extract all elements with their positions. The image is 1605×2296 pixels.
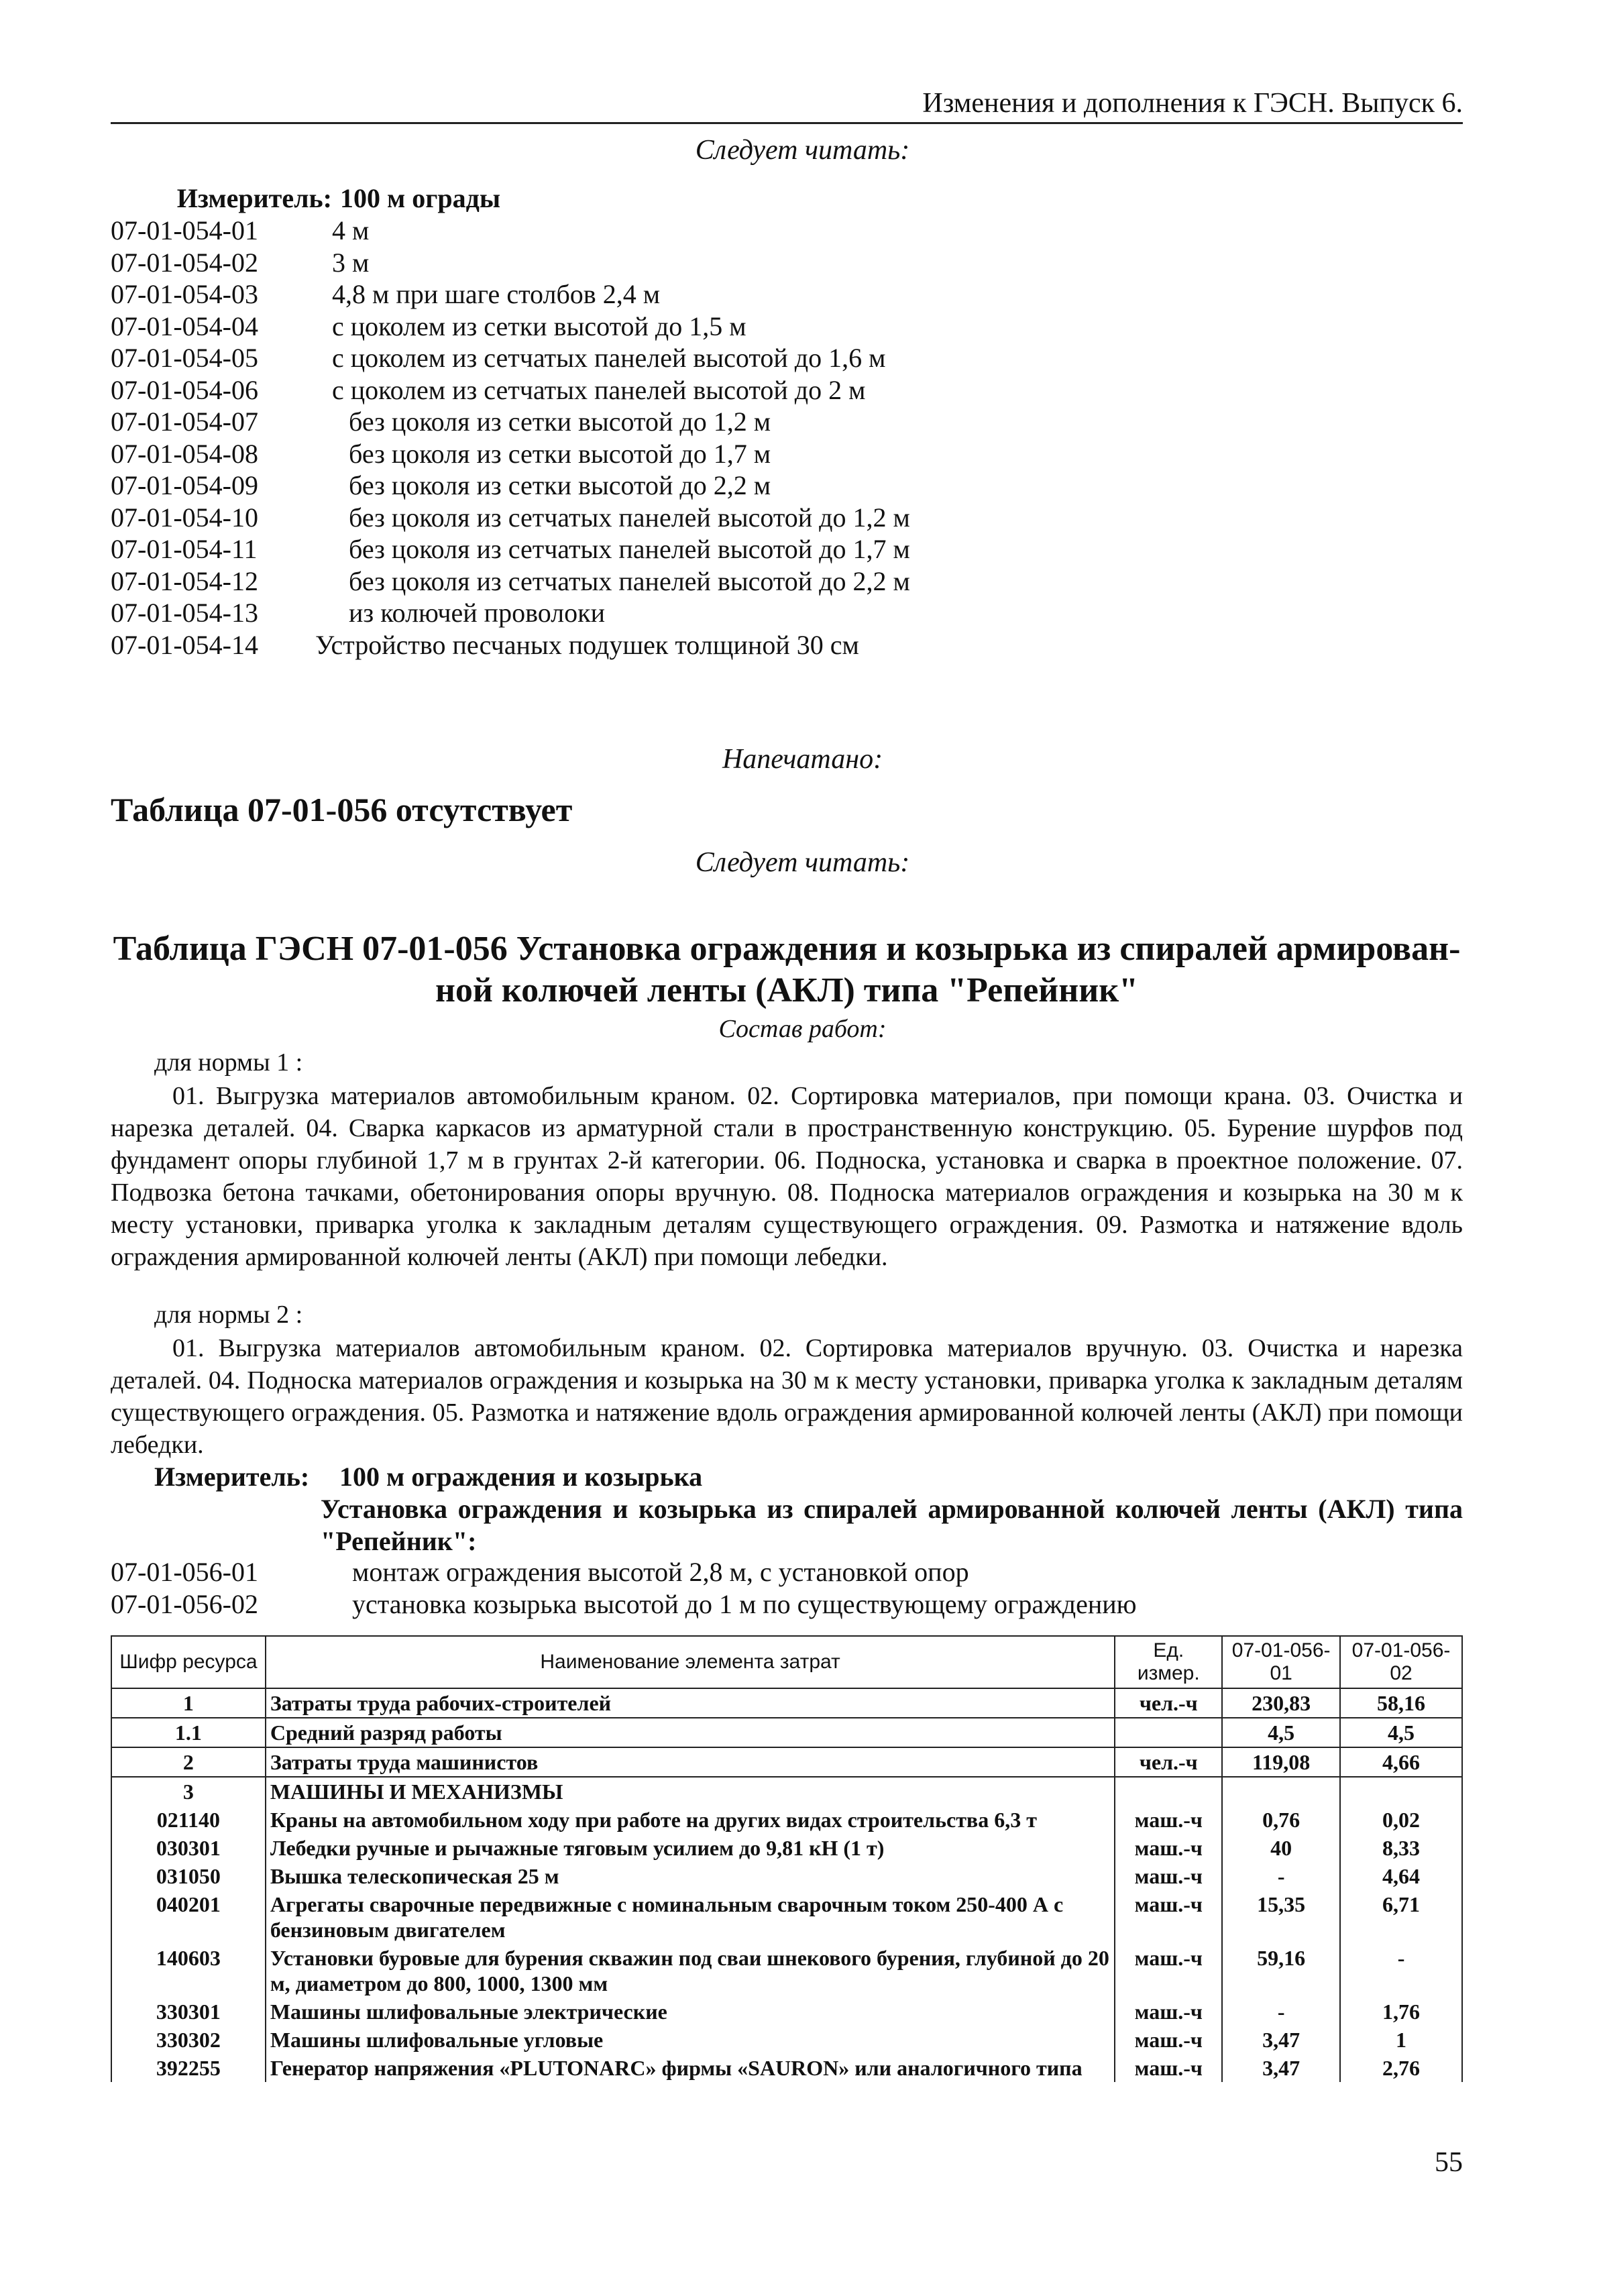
row-desc: без цоколя из сетки высотой до 2,2 м (349, 470, 771, 500)
page-header: Изменения и дополнения к ГЭСН. Выпуск 6. (111, 87, 1463, 124)
table-row (111, 2054, 1462, 2082)
header-name: Наименование элемента затрат (266, 1636, 1115, 1688)
norm-desc: установка козырька высотой до 1 м по существующему ограждению (352, 1589, 1137, 1619)
row-desc: без цоколя из сетчатых панелей высотой до 1,2 м (349, 502, 910, 533)
cell-name: Лебедки ручные и рычажные тяговым усилием до 9,81 кН (1 т) (266, 1834, 1115, 1862)
measure2-value: 100 м ограждения и козырька (339, 1462, 703, 1492)
cell-value-1: 4,5 (1222, 1718, 1340, 1747)
row-code: 07-01-054-13 (111, 598, 258, 628)
row-desc: с цоколем из сетчатых панелей высотой до 2 м (332, 374, 866, 405)
row-desc: без цоколя из сетки высотой до 1,7 м (349, 438, 771, 469)
row-code: 07-01-054-10 (111, 502, 258, 533)
norm-row (111, 1556, 969, 1588)
cell-unit: маш.-ч (1115, 2026, 1222, 2054)
row-code: 07-01-054-12 (111, 565, 258, 596)
resources-table (111, 1635, 1463, 2082)
cell-name: Установки буровые для бурения скважин под сваи шнекового бурения, глубиной до 20 м, диаметром до 800, 1000, 1300 мм (266, 1944, 1115, 1998)
norm1-text: 01. Выгрузка материалов автомобильным краном. 02. Сортировка материалов, при помощи крана. 03. Очистка и нарезка деталей. 04. Сварка каркасов из арматурной стали в пространственную конструкцию. 05. Бурение шурфов под фундамент опоры глубиной 1,7 м в грунтах 2-й категории. 06. Подноска, установка и сварка в проектное положение. 07. Подвозка бетона тачками, обетонирования опоры вручную. 08. Подноска материалов ограждения и козырька на 30 м к месту установки, приварка уголка к закладным деталям существующего ограждения. 09. Размотка и натяжение вдоль ограждения армированной колючей ленты (АКЛ) при помощи лебедки. (111, 1082, 1463, 1271)
cell-code: 3 (111, 1777, 266, 1806)
cell-value-1: - (1222, 1998, 1340, 2026)
table-row (111, 1890, 1462, 1944)
header-code: Шифр ресурса (111, 1636, 266, 1688)
cell-unit: маш.-ч (1115, 1998, 1222, 2026)
cell-value-1: 0,76 (1222, 1806, 1340, 1834)
cell-code: 2 (111, 1747, 266, 1777)
row-desc: без цоколя из сетки высотой до 1,2 м (349, 406, 771, 437)
read-as-label-2: Следует читать: (695, 847, 910, 878)
row-code: 07-01-054-07 (111, 406, 258, 437)
header-unit: Ед. измер. (1115, 1636, 1222, 1688)
cell-code: 330302 (111, 2026, 266, 2054)
row-code: 07-01-054-04 (111, 311, 258, 341)
row-code: 07-01-054-05 (111, 343, 258, 373)
cell-unit (1115, 1718, 1222, 1747)
row-desc: 4,8 м при шаге столбов 2,4 м (332, 279, 661, 309)
cell-code: 040201 (111, 1890, 266, 1944)
norm-code: 07-01-056-02 (111, 1589, 258, 1619)
row-code: 07-01-054-03 (111, 279, 258, 309)
code-row (111, 502, 910, 534)
table-row (111, 1747, 1462, 1777)
cell-value-2: 0,02 (1340, 1806, 1462, 1834)
table-row (111, 1862, 1462, 1890)
row-desc: 4 м (332, 215, 370, 245)
table-row (111, 2026, 1462, 2054)
code-row (111, 438, 910, 470)
table-missing-heading: Таблица 07-01-056 отсутствует (111, 791, 573, 828)
code-row (111, 374, 910, 406)
cell-value-1: 3,47 (1222, 2026, 1340, 2054)
row-desc: без цоколя из сетчатых панелей высотой до 2,2 м (349, 565, 910, 596)
table-row (111, 1834, 1462, 1862)
row-desc: Устройство песчаных подушек толщиной 30 см (315, 629, 859, 660)
table-row (111, 1718, 1462, 1747)
cell-value-1: 15,35 (1222, 1890, 1340, 1944)
cell-value-2: 1 (1340, 2026, 1462, 2054)
cell-unit: маш.-ч (1115, 1890, 1222, 1944)
header-col1: 07-01-056-01 (1222, 1636, 1340, 1688)
code-row (111, 278, 910, 311)
cell-unit: маш.-ч (1115, 1944, 1222, 1998)
printed-label: Напечатано: (722, 744, 883, 775)
cell-value-2: 2,76 (1340, 2054, 1462, 2082)
row-desc: с цоколем из сетчатых панелей высотой до 1,6 м (332, 343, 886, 373)
cell-code: 330301 (111, 1998, 266, 2026)
cell-name: Краны на автомобильном ходу при работе на других видах строительства 6,3 т (266, 1806, 1115, 1834)
cell-name: Генератор напряжения «PLUTONARC» фирмы «SAURON» или аналогичного типа (266, 2054, 1115, 2082)
cell-value-2: - (1340, 1944, 1462, 1998)
table-row (111, 1806, 1462, 1834)
table-row (111, 1777, 1462, 1806)
norm1-label: для нормы 1 : (154, 1048, 303, 1077)
cell-unit: маш.-ч (1115, 1862, 1222, 1890)
measure2-line (154, 1461, 702, 1492)
code-row (111, 533, 910, 565)
row-code: 07-01-054-02 (111, 247, 258, 278)
cell-code: 031050 (111, 1862, 266, 1890)
norm-desc: монтаж ограждения высотой 2,8 м, с установкой опор (352, 1557, 969, 1587)
code-row (111, 406, 910, 438)
header-col2: 07-01-056-02 (1340, 1636, 1462, 1688)
cell-unit (1115, 1777, 1222, 1806)
code-row (111, 629, 910, 661)
code-row (111, 247, 910, 279)
code-row (111, 311, 910, 343)
row-code: 07-01-054-14 (111, 629, 258, 660)
cell-value-1: 40 (1222, 1834, 1340, 1862)
norm-row (111, 1588, 1137, 1620)
install-description: Установка ограждения и козырька из спиралей армированной колючей ленты (АКЛ) типа "Репейник": (321, 1494, 1463, 1556)
cell-name: Машины шлифовальные электрические (266, 1998, 1115, 2026)
row-code: 07-01-054-11 (111, 534, 258, 564)
code-row (111, 597, 910, 629)
cell-name: Затраты труда рабочих-строителей (266, 1688, 1115, 1718)
code-list-054 (111, 182, 910, 661)
table-title-line-2: ной колючей ленты (АКЛ) типа "Репейник" (435, 971, 1139, 1009)
cell-value-1: 3,47 (1222, 2054, 1340, 2082)
norm2-label: для нормы 2 : (154, 1301, 303, 1329)
row-desc: из колючей проволоки (349, 598, 605, 628)
cell-name: Агрегаты сварочные передвижные с номинальным сварочным током 250-400 А с бензиновым двигателем (266, 1890, 1115, 1944)
code-row (111, 342, 910, 374)
cell-value-2 (1340, 1777, 1462, 1806)
cell-value-1: 230,83 (1222, 1688, 1340, 1718)
table-header-row (111, 1636, 1462, 1688)
cell-unit: маш.-ч (1115, 2054, 1222, 2082)
table-row (111, 1998, 1462, 2026)
cell-value-2: 8,33 (1340, 1834, 1462, 1862)
table-title-line-1: Таблица ГЭСН 07-01-056 Установка ограждения и козырька из спиралей армирован- (113, 930, 1461, 968)
cell-unit: чел.-ч (1115, 1688, 1222, 1718)
measure-label: Измеритель: (176, 183, 332, 213)
cell-value-2: 4,66 (1340, 1747, 1462, 1777)
cell-value-1: 119,08 (1222, 1747, 1340, 1777)
cell-value-1 (1222, 1777, 1340, 1806)
row-desc: с цоколем из сетки высотой до 1,5 м (332, 311, 746, 341)
measure2-label: Измеритель: (154, 1462, 310, 1492)
cell-code: 030301 (111, 1834, 266, 1862)
row-desc: без цоколя из сетчатых панелей высотой до 1,7 м (349, 534, 910, 564)
cell-code: 140603 (111, 1944, 266, 1998)
code-row (111, 215, 910, 247)
cell-value-2: 58,16 (1340, 1688, 1462, 1718)
norm-code: 07-01-056-01 (111, 1557, 258, 1587)
measure-value: 100 м ограды (340, 183, 501, 213)
cell-value-2: 1,76 (1340, 1998, 1462, 2026)
page-number: 55 (1435, 2147, 1463, 2178)
cell-code: 021140 (111, 1806, 266, 1834)
code-row (111, 565, 910, 598)
row-desc: 3 м (332, 247, 370, 278)
row-code: 07-01-054-09 (111, 470, 258, 500)
work-composition-label: Состав работ: (718, 1015, 887, 1043)
cell-name: Машины шлифовальные угловые (266, 2026, 1115, 2054)
table-row (111, 1944, 1462, 1998)
cell-unit: маш.-ч (1115, 1834, 1222, 1862)
cell-value-1: - (1222, 1862, 1340, 1890)
cell-code: 1 (111, 1688, 266, 1718)
cell-value-1: 59,16 (1222, 1944, 1340, 1998)
cell-value-2: 4,5 (1340, 1718, 1462, 1747)
cell-value-2: 6,71 (1340, 1890, 1462, 1944)
cell-unit: чел.-ч (1115, 1747, 1222, 1777)
table-title (111, 928, 1463, 1012)
code-row (111, 470, 910, 502)
row-code: 07-01-054-01 (111, 215, 258, 245)
row-code: 07-01-054-06 (111, 374, 258, 405)
cell-name: Затраты труда машинистов (266, 1747, 1115, 1777)
read-as-label: Следует читать: (695, 135, 910, 166)
cell-code: 392255 (111, 2054, 266, 2082)
cell-value-2: 4,64 (1340, 1862, 1462, 1890)
cell-name: Средний разряд работы (266, 1718, 1115, 1747)
row-code: 07-01-054-08 (111, 438, 258, 469)
cell-unit: маш.-ч (1115, 1806, 1222, 1834)
norm2-text: 01. Выгрузка материалов автомобильным краном. 02. Сортировка материалов вручную. 03. Очистка и нарезка деталей. 04. Подноска материалов ограждения и козырька на 30 м к месту установки, приварка уголка к закладным деталям существующего ограждения. 05. Размотка и натяжение вдоль ограждения армированной колючей ленты (АКЛ) при помощи лебедки. (111, 1334, 1463, 1459)
measure-line (111, 182, 910, 215)
table-row (111, 1688, 1462, 1718)
cell-name: МАШИНЫ И МЕХАНИЗМЫ (266, 1777, 1115, 1806)
cell-code: 1.1 (111, 1718, 266, 1747)
cell-name: Вышка телескопическая 25 м (266, 1862, 1115, 1890)
